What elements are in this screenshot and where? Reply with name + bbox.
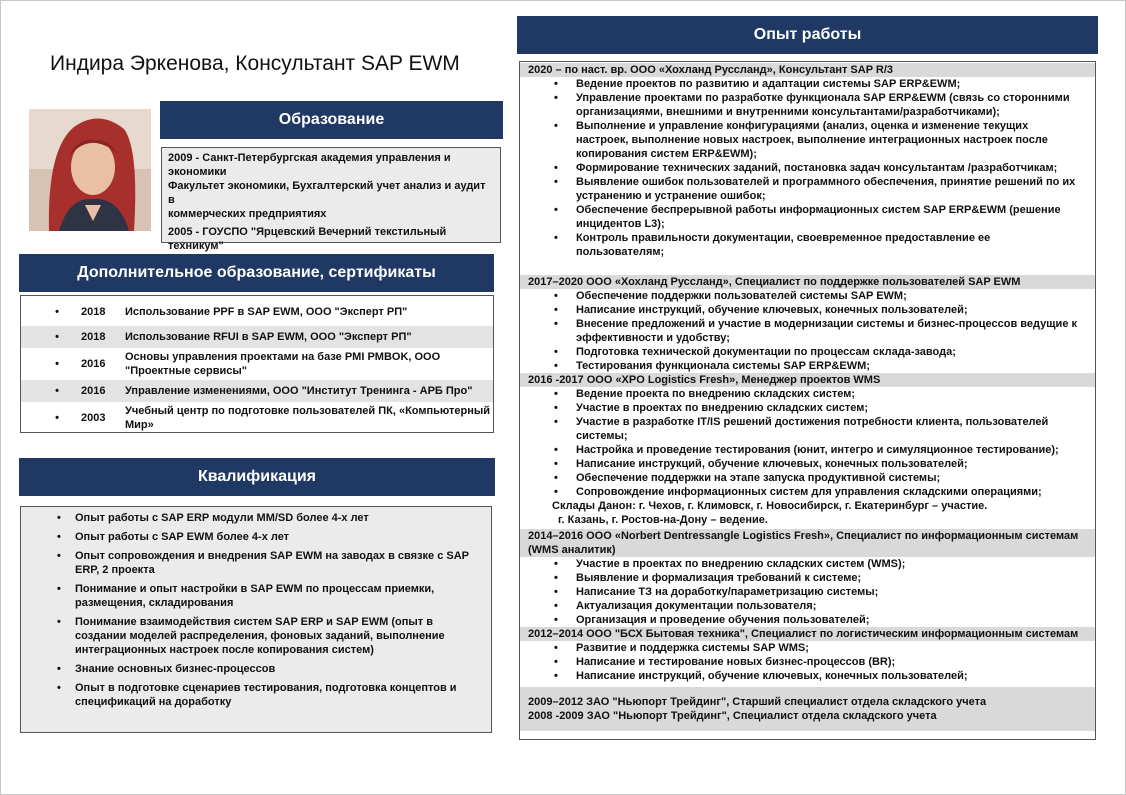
job-title: 2014–2016 ООО «Norbert Dentressangle Logistics Fresh», Специалист по информационным системам (WMS аналитик) (520, 529, 1095, 557)
list-item: • Выполнение и управление конфигурациями (анализ, оценка и изменение текущих настроек, выполнение новых настроек, выполнение интеграционных настроек после копирования систем ERP&EWM); (520, 119, 1081, 161)
list-item: • Актуализация документации пользователя; (520, 599, 1081, 613)
cert-text: Использование RFUI в SAP EWM, ООО "Эксперт РП" (125, 331, 412, 343)
list-item: • Написание инструкций, обучение ключевых, конечных пользователей; (520, 457, 1085, 471)
job-title: 2008 -2009 ЗАО "Ньюпорт Трейдинг", Специалист отдела складского учета (528, 710, 937, 722)
list-item: • Организация и проведение обучения пользователей; (520, 613, 1081, 627)
bullet-icon: • (55, 385, 59, 397)
job-note: г. Казань, г. Ростов-на-Дону – ведение. (558, 514, 768, 526)
job-entry (520, 373, 1095, 527)
page-title: Индира Эркенова, Консультант SAP EWM (50, 52, 460, 75)
list-item (21, 403, 493, 432)
list-item: • Формирование технических заданий, постановка задач консультантам /разработчикам; (520, 161, 1081, 175)
list-item: • Выявление ошибок пользователей и программного обеспечения, принятие решений по их устранению и устранение ошибок; (520, 175, 1081, 203)
job-title: 2009–2012 ЗАО "Ньюпорт Трейдинг", Старший специалист отдела складского учета (528, 696, 987, 708)
cert-year: 2016 (81, 385, 106, 397)
education-item (162, 151, 500, 221)
experience-box (519, 61, 1096, 740)
list-item: • Понимание и опыт настройки в SAP EWM по процессам приемки, размещения, складирования (51, 582, 471, 610)
list-item (21, 380, 493, 402)
list-item: • Опыт работы с SAP ERP модули MM/SD более 4-х лет (51, 511, 471, 525)
cert-year: 2016 (81, 358, 106, 370)
list-item: • Написание и тестирование новых бизнес-процессов (BR); (520, 655, 1081, 669)
job-entry (520, 529, 1095, 627)
education-line: коммерческих предприятиях (168, 208, 327, 220)
bullet-icon: • (55, 358, 59, 370)
list-item: • Управление проектами по разработке функционала SAP ERP&EWM (связь со сторонними организациями, внешними и внутренними консультантами/разработчиками); (520, 91, 1081, 119)
cert-year: 2018 (81, 331, 106, 343)
list-item: • Подготовка технической документации по процессам склада-завода; (520, 345, 1081, 359)
cert-text: Управление изменениями, ООО "Институт Тренинга - АРБ Про" (125, 385, 473, 397)
education-line: экономики (168, 166, 227, 178)
avatar (29, 109, 151, 231)
cert-text: Основы управления проектами на базе PMI PMBOK, ООО "Проектные сервисы" (125, 351, 441, 377)
list-item: • Участие в проектах по внедрению складских систем; (520, 401, 1085, 415)
job-entry (520, 627, 1095, 683)
job-entry (520, 63, 1095, 259)
job-entry (520, 275, 1095, 373)
list-item (21, 349, 493, 379)
education-line: 2005 - ГОУСПО "Ярцевский Вечерний текстильный техникум" (168, 226, 447, 252)
experience-heading: Опыт работы (517, 16, 1098, 54)
list-item: • Развитие и поддержка системы SAP WMS; (520, 641, 1081, 655)
list-item: • Участие в разработке IT/IS решений достижения потребности клиента, пользователей системы; (520, 415, 1085, 443)
list-item: • Написание ТЗ на доработку/параметризацию системы; (520, 585, 1081, 599)
bullet-icon: • (55, 411, 59, 424)
education-heading: Образование (160, 101, 503, 139)
job-title: 2016 -2017 ООО «XPO Logistics Fresh», Менеджер проектов WMS (520, 373, 1095, 387)
list-item: • Контроль правильности документации, своевременное предоставление ее пользователям; (520, 231, 1081, 259)
list-item: • Знание основных бизнес-процессов (51, 662, 471, 676)
cert-year: 2003 (81, 411, 106, 424)
experience-footer (520, 687, 1095, 731)
education-line: Факультет экономики, Бухгалтерский учет анализ и аудит в (168, 180, 486, 206)
cert-year: 2018 (81, 306, 106, 318)
list-item: • Внесение предложений и участие в модернизации системы и бизнес-процессов ведущие к эффективности и удобству; (520, 317, 1081, 345)
list-item: • Обеспечение поддержки пользователей системы SAP EWM; (520, 289, 1081, 303)
list-item: • Выявление и формализация требований к системе; (520, 571, 1081, 585)
list-item (21, 302, 493, 322)
list-item: • Настройка и проведение тестирования (юнит, интегро и симуляционное тестирование); (520, 443, 1085, 457)
list-item: • Ведение проектов по развитию и адаптации системы SAP ERP&EWM; (520, 77, 1081, 91)
list-item: • Ведение проекта по внедрению складских систем; (520, 387, 1085, 401)
list-item: • Тестирования функционала системы SAP ERP&EWM; (520, 359, 1081, 373)
education-line: 2009 - Санкт-Петербургская академия управления и (168, 152, 451, 164)
cert-text: Учебный центр по подготовке пользователей ПК, «Компьютерный Мир» (125, 404, 491, 431)
certs-heading: Дополнительное образование, сертификаты (19, 254, 494, 292)
job-title: 2020 – по наст. вр. ООО «Хохланд Руссланд», Консультант SAP R/3 (520, 63, 1095, 77)
bullet-icon: • (55, 306, 59, 318)
list-item: • Сопровождение информационных систем для управления складскими операциями; (520, 485, 1085, 499)
list-item: • Опыт в подготовке сценариев тестирования, подготовка концептов и спецификаций на доработку (51, 681, 471, 709)
education-box (161, 147, 501, 252)
list-item: • Написание инструкций, обучение ключевых, конечных пользователей; (520, 669, 1081, 683)
job-title: 2017–2020 ООО «Хохланд Руссланд», Специалист по поддержке пользователей SAP EWM (520, 275, 1095, 289)
job-title: 2012–2014 ООО "БСХ Бытовая техника", Специалист по логистическим информационным системам (520, 627, 1095, 641)
certs-box (20, 295, 494, 433)
qualification-box (20, 506, 492, 733)
cert-text: Использование PPF в SAP EWM, ООО "Эксперт РП" (125, 306, 408, 318)
list-item: • Обеспечение поддержки на этапе запуска продуктивной системы; (520, 471, 1085, 485)
list-item: • Опыт сопровождения и внедрения SAP EWM на заводах в связке с SAP ERP, 2 проекта (51, 549, 471, 577)
list-item: • Написание инструкций, обучение ключевых, конечных пользователей; (520, 303, 1081, 317)
list-item: • Участие в проектах по внедрению складских систем (WMS); (520, 557, 1081, 571)
list-item: • Опыт работы с SAP EWM более 4-х лет (51, 530, 471, 544)
qualification-heading: Квалификация (19, 458, 495, 496)
bullet-icon: • (55, 331, 59, 343)
list-item: • Обеспечение беспрерывной работы информационных систем SAP ERP&EWM (решение инцидентов L3); (520, 203, 1081, 231)
list-item (21, 326, 493, 348)
list-item: • Понимание взаимодействия систем SAP ERP и SAP EWM (опыт в создании моделей распределения, фоновых заданий, выполнение интеграционных настроек после копирования систем) (51, 615, 471, 657)
job-note: Склады Данон: г. Чехов, г. Климовск, г. Новосибирск, г. Екатеринбург – участие. (552, 500, 988, 512)
